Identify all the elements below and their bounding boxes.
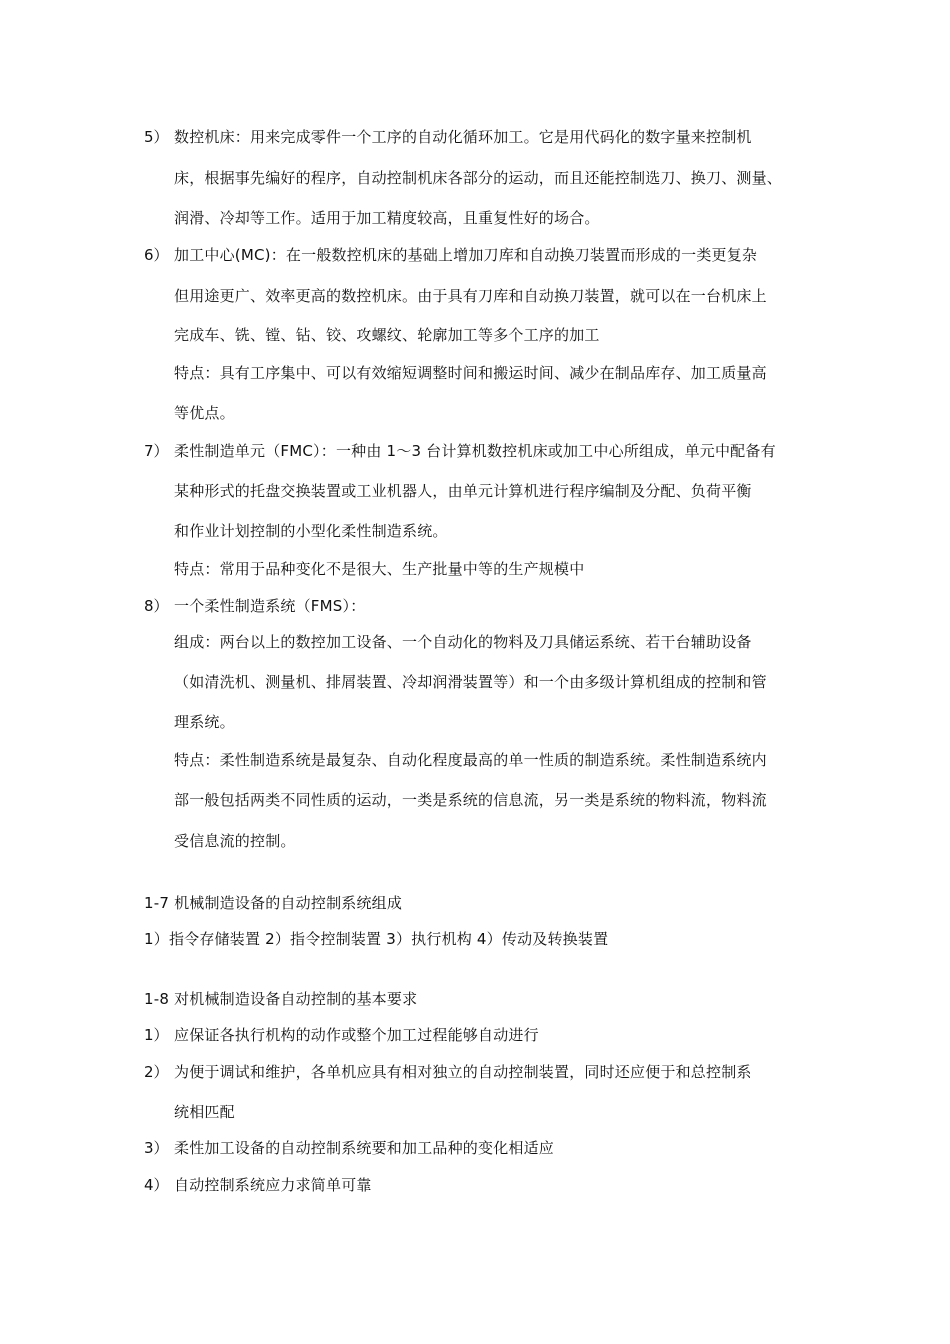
item-number: 5） bbox=[144, 128, 169, 146]
paragraph-line: 柔性加工设备的自动控制系统要和加工品种的变化相适应 bbox=[174, 1139, 555, 1157]
section-heading: 1-8 对机械制造设备自动控制的基本要求 bbox=[144, 990, 418, 1008]
item-number: 8） bbox=[144, 597, 169, 615]
section-heading: 1-7 机械制造设备的自动控制系统组成 bbox=[144, 894, 403, 912]
composition-line: 组成：两台以上的数控加工设备、一个自动化的物料及刀具储运系统、若干台辅助设备 bbox=[174, 633, 752, 651]
paragraph-line: 完成车、铣、镗、钻、铰、攻螺纹、轮廓加工等多个工序的加工 bbox=[174, 326, 600, 344]
feature-line: 受信息流的控制。 bbox=[174, 832, 296, 850]
paragraph-line: 1）指令存储装置 2）指令控制装置 3）执行机构 4）传动及转换装置 bbox=[144, 930, 609, 948]
paragraph-line: 但用途更广、效率更高的数控机床。由于具有刀库和自动换刀装置，就可以在一台机床上 bbox=[174, 287, 767, 305]
composition-line: （如清洗机、测量机、排屑装置、冷却润滑装置等）和一个由多级计算机组成的控制和管 bbox=[174, 673, 767, 691]
feature-line: 特点：常用于品种变化不是很大、生产批量中等的生产规模中 bbox=[174, 560, 585, 578]
item-number: 3） bbox=[144, 1139, 169, 1157]
paragraph-line: 床，根据事先编好的程序，自动控制机床各部分的运动，而且还能控制选刀、换刀、测量、 bbox=[174, 169, 783, 187]
feature-line: 特点：柔性制造系统是最复杂、自动化程度最高的单一性质的制造系统。柔性制造系统内 bbox=[174, 751, 767, 769]
item-number: 1） bbox=[144, 1026, 169, 1044]
item-number: 2） bbox=[144, 1063, 169, 1081]
feature-line: 等优点。 bbox=[174, 404, 235, 422]
paragraph-line: 润滑、冷却等工作。适用于加工精度较高，且重复性好的场合。 bbox=[174, 209, 600, 227]
item-number: 7） bbox=[144, 442, 169, 460]
paragraph-line: 数控机床：用来完成零件一个工序的自动化循环加工。它是用代码化的数字量来控制机 bbox=[174, 128, 752, 146]
feature-line: 部一般包括两类不同性质的运动，一类是系统的信息流，另一类是系统的物料流，物料流 bbox=[174, 791, 767, 809]
paragraph-line: 柔性制造单元（FMC）：一种由 1～3 台计算机数控机床或加工中心所组成，单元中配备有 bbox=[174, 442, 776, 460]
paragraph-line: 加工中心(MC)：在一般数控机床的基础上增加刀库和自动换刀装置而形成的一类更复杂 bbox=[174, 246, 758, 264]
composition-line: 理系统。 bbox=[174, 713, 235, 731]
paragraph-line: 应保证各执行机构的动作或整个加工过程能够自动进行 bbox=[174, 1026, 539, 1044]
paragraph-line: 自动控制系统应力求简单可靠 bbox=[174, 1176, 372, 1194]
paragraph-line: 统相匹配 bbox=[174, 1103, 235, 1121]
feature-line: 特点：具有工序集中、可以有效缩短调整时间和搬运时间、减少在制品库存、加工质量高 bbox=[174, 364, 767, 382]
paragraph-line: 某种形式的托盘交换装置或工业机器人，由单元计算机进行程序编制及分配、负荷平衡 bbox=[174, 482, 752, 500]
item-number: 6） bbox=[144, 246, 169, 264]
item-number: 4） bbox=[144, 1176, 169, 1194]
paragraph-line: 一个柔性制造系统（FMS）： bbox=[174, 597, 366, 615]
paragraph-line: 和作业计划控制的小型化柔性制造系统。 bbox=[174, 522, 448, 540]
paragraph-line: 为便于调试和维护，各单机应具有相对独立的自动控制装置，同时还应便于和总控制系 bbox=[174, 1063, 752, 1081]
